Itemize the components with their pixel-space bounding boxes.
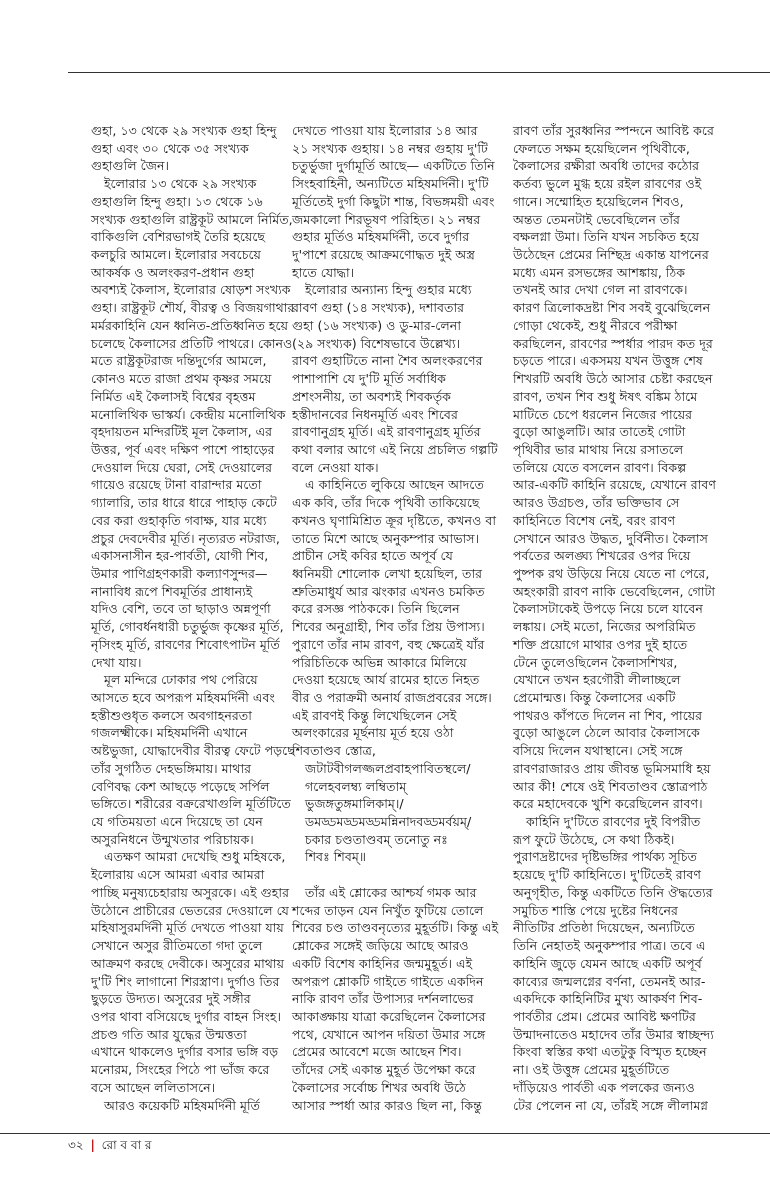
text-line: অষ্টভুজা, যোদ্ধাদেবীর বীরত্ব ফেটে পড়ছে	[91, 743, 295, 759]
text-line: অপরূপ শ্লোকটি গাইতে গাইতে একদিন	[292, 973, 484, 989]
article-column-1	[91, 122, 295, 1114]
text-line: গুহা। রাষ্ট্রকূট শৌর্য, বীরত্ব ও বিজয়গাথার	[91, 300, 295, 316]
text-line: পুরাণদ্রষ্টাদের দৃষ্টিভঙ্গির পার্থক্য সূচিত	[513, 849, 697, 865]
verse-line: চকার চণ্ডতাণ্ডবম্ তনোতু নঃ	[305, 831, 448, 847]
text-line: চড়তে পারে। একসময় যখন উত্তুঙ্গ শেষ	[513, 353, 703, 369]
article-column-2	[292, 122, 499, 1114]
text-line: কোনও মতে রাজা প্রথম কৃষ্ণর সময়ে	[91, 371, 272, 387]
text-line: তাঁর সুগঠিত দেহভঙ্গিমায়। মাথার	[91, 760, 252, 776]
text-line: বুড়ো আঙুলটি। আর তাতেই গোটা	[513, 424, 686, 440]
text-line: নীতিটির প্রতিষ্ঠা দিয়েছেন, অন্যটিতে	[513, 920, 695, 936]
text-line: দেওয়া হয়েছে আর্য রামের হাতে নিহত	[292, 672, 480, 688]
text-line: কখনও ঘৃণামিশ্রিত ক্রূর দৃষ্টিতে, কখনও বা	[292, 512, 496, 528]
text-line: ইলোরার অন্যান্য হিন্দু গুহার মধ্যে	[305, 282, 472, 298]
text-line: তলিয়ে যেতে বসলেন রাবণ। বিকল্প	[513, 459, 687, 475]
text-line: পাথরও কাঁপতে দিলেন না শিব, পায়ের	[513, 707, 703, 723]
text-line: এই রাবণই কিন্তু লিখেছিলেন সেই	[292, 707, 457, 723]
text-line: পরিচিতিকে অভিন্ন আকারে মিলিয়ে	[292, 654, 467, 670]
text-line: তাঁর এই শ্লোকের আশ্চর্য গমক আর	[305, 884, 477, 900]
text-line: বুড়ো আঙুলে ঠেলে আবার কৈলাসকে	[513, 725, 700, 741]
text-line: তাঁদের সেই একান্ত মুহূর্ত উপেক্ষা করে	[292, 1062, 476, 1078]
text-line: কাহিনিতে বিশেষ নেই, বরং রাবণ	[513, 512, 676, 528]
text-line: দু'টি শিং লাগানো শিরস্ত্রাণ। দুর্গাও তির	[91, 973, 280, 989]
text-line: ফেলতে সক্ষম হয়েছিলেন পৃথিবীকে,	[513, 140, 690, 156]
text-line: শ্লোকের সঙ্গেই জড়িয়ে আছে আরও	[292, 938, 469, 954]
text-line: মাটিতে চেপে ধরলেন নিজের পায়ের	[513, 406, 693, 422]
text-line: বলে নেওয়া যাক।	[292, 459, 379, 475]
text-line: করে রসজ্ঞ পাঠককে। তিনি ছিলেন	[292, 601, 460, 617]
page-footer	[68, 1137, 152, 1157]
text-line: গায়েও রয়েছে টানা বারান্দার মতো	[91, 477, 262, 493]
text-line: আকাঙ্ক্ষায় যাত্রা করেছিলেন কৈলাসের	[292, 1008, 486, 1024]
text-line: সেখানে আরও উদ্ধত, দুর্বিনীত। কৈলাস	[513, 530, 708, 546]
text-line: লঙ্কায়। সেই মতো, নিজের অপরিমিত	[513, 619, 696, 635]
verse-line: শিবঃ শিবম্॥	[305, 849, 366, 865]
text-line: মূর্তি, গোবর্ধনধারী চতুর্ভুজ কৃষ্ণের মূর্তি,	[91, 619, 284, 635]
text-line: নৃসিংহ মূর্তি, রাবণের শিবোৎপাটন মূর্তি	[91, 636, 280, 652]
text-line: রাবণরাজারও প্রায় জীবন্ত ভূমিসমাধি হয়	[513, 760, 711, 776]
text-line: যদিও বেশি, তবে তা ছাড়াও অন্নপূর্ণা	[91, 601, 271, 617]
text-line: মতে রাষ্ট্রকূটরাজ দন্তিদুর্গের আমলে,	[91, 353, 267, 369]
text-line: অহংকারী রাবণ নাকি ভেবেছিলেন, গোটা	[513, 583, 716, 599]
text-line: শিবের চণ্ড তাণ্ডবনৃত্যের মুহূর্তটি। কিন্তু এই	[292, 920, 499, 936]
text-line: দু'পাশে রয়েছে আক্রমণোদ্ধত দুই অস্ত্র	[292, 247, 475, 263]
text-line: করে মহাদেবকে খুশি করেছিলেন রাবণ।	[513, 796, 703, 812]
text-line: গুহা, ১৩ থেকে ২৯ সংখ্যক গুহা হিন্দু	[91, 123, 277, 138]
verse-line: ভুজঙ্গতুঙ্গমালিকাম্।/	[305, 796, 404, 812]
text-line: ইলোরার ১৩ থেকে ২৯ সংখ্যক	[104, 176, 257, 192]
page-number: ৩২	[68, 1138, 84, 1152]
text-line: চলেছে কৈলাসের প্রতিটি পাথরে। কোনও	[91, 335, 293, 351]
text-line: হাতে যোদ্ধা।	[292, 264, 355, 280]
text-line: টের পেলেন না যে, তাঁরই সঙ্গে লীলামগ্ন	[513, 1097, 708, 1113]
text-line: দেখা যায়।	[91, 654, 142, 670]
text-line: কৈলাসের সর্বোচ্চ শিখর অবধি উঠে	[292, 1079, 466, 1095]
text-line: তখনই আর দেখা গেল না রাবণকে।	[513, 282, 688, 298]
text-line: এতক্ষণ আমরা দেখেছি শুধু মহিষকে,	[104, 849, 286, 865]
text-line: পর্বতের অলঙ্ঘ্য শিখরের ওপর দিয়ে	[513, 548, 691, 564]
text-line: নির্মিত এই কৈলাসই বিশ্বের বৃহত্তম	[91, 388, 256, 404]
text-line: বৃহদায়তন মন্দিরটিই মূল কৈলাস, এর	[91, 424, 273, 440]
text-line: উত্তর, পূর্ব এবং দক্ষিণ পাশে পাহাড়ের	[91, 441, 275, 457]
text-line: হস্তীশুণ্ডধৃত কলসে অবগাহনরতা	[91, 707, 252, 723]
text-line: দাঁড়িয়েও পার্বতী এক পলকের জন্যও	[513, 1079, 695, 1095]
text-line: কৈলাসটাকেই উপড়ে নিয়ে চলে যাবেন	[513, 601, 703, 617]
text-line: (২৯ সংখ্যক) বিশেষভাবে উল্লেখ্য।	[292, 335, 461, 351]
text-line: দেখতে পাওয়া যায় ইলোরার ১৪ আর	[292, 123, 478, 138]
text-line: কৈলাসের রক্ষীরা অবধি তাদের কঠোর	[513, 158, 700, 174]
text-line: তাতে মিশে আছে অনুকম্পার আভাস।	[292, 530, 480, 546]
text-line: আসার স্পর্ধা আর কারও ছিল না, কিন্তু	[292, 1097, 482, 1113]
text-line: শিবের অনুগ্রাহী, শিব তাঁর প্রিয় উপাস্য।	[292, 619, 485, 635]
text-line: রাবণ গুহা (১৪ সংখ্যক), দশাবতার	[292, 300, 465, 316]
text-line: আক্রমণ করছে দেবীকে। অসুরের মাথায়	[91, 955, 284, 971]
text-line: আর-একটি কাহিনি রয়েছে, যেখানে রাবণ	[513, 477, 717, 493]
verse-line: জটাটবীগলজ্জলপ্রবাহপাবিতস্থলে/	[305, 760, 471, 776]
text-line: শিখরটি অবধি উঠে আসার চেষ্টা করছেন	[513, 371, 713, 387]
text-line: ২১ সংখ্যক গুহায়। ১৪ নম্বর গুহায় দু'টি	[292, 140, 488, 156]
text-line: পুরাণে তাঁর নাম রাবণ, বহু ক্ষেত্রেই যাঁর	[292, 636, 485, 652]
text-line: এক কবি, তাঁর দিকে পৃথিবী তাকিয়েছে	[292, 495, 480, 511]
text-line: অলংকারের মূর্ছনায় মূর্ত হয়ে ওঠা	[292, 725, 454, 741]
text-line: প্রেমোন্মত্ত। কিন্তু কৈলাসের একটি	[513, 690, 676, 705]
text-line: কথা বলার আগে এই নিয়ে প্রচলিত গল্পটি	[292, 441, 498, 457]
text-line: উমার পাণিগ্রহণকারী কল্যাণসুন্দর—	[91, 565, 268, 581]
text-line: প্রেমের আবেশে মজে আছেন শিব।	[292, 1044, 462, 1060]
text-line: বের করা গুহাকৃতি গবাক্ষ, যার মধ্যে	[91, 512, 267, 528]
text-line: এখানে থাকলেও দুর্গার বসার ভঙ্গি বড়	[91, 1044, 279, 1060]
text-line: পথে, যেখানে আপন দয়িতা উমার সঙ্গে	[292, 1026, 486, 1042]
text-line: কাহিনি জুড়ে যেমন আছে একটি অপূর্ব	[513, 955, 702, 971]
text-line: ধ্বনিময়ী শোলোক লেখা হয়েছিল, তার	[292, 565, 483, 581]
text-line: একদিকে কাহিনিটির মুখ্য আকর্ষণ শিব-	[513, 991, 703, 1007]
text-line: গজলক্ষ্মীকে। মহিষমর্দিনী এখানে	[91, 725, 248, 741]
text-line: গুহাগুলি জৈন।	[91, 158, 169, 174]
text-line: শিবতাণ্ডব স্তোত্র,	[292, 743, 376, 759]
footer-rule	[0, 1133, 770, 1134]
text-line: হয়েছে দু'টি কাহিনিতে। দু'টিতেই রাবণ	[513, 867, 701, 883]
text-line: কিংবা স্বস্তির কথা এতটুকু বিস্মৃত হচ্ছেন	[513, 1044, 707, 1060]
text-line: আর কী! শেষে ওই শিবতাণ্ডব স্তোত্রপাঠ	[513, 778, 708, 794]
text-line: গানে। সম্মোহিত হয়েছিলেন শিবও,	[513, 193, 684, 209]
text-line: না। ওই উত্তুঙ্গ প্রেমের মুহূর্তটিতে	[513, 1062, 670, 1078]
text-line: বীর ও পরাক্রমী অনার্য রাজপ্রবরের সঙ্গে।	[292, 690, 492, 705]
text-line: কাহিনি দু'টিতে রাবণের দুই বিপরীত	[526, 814, 701, 830]
text-line: ওপর থাবা বসিয়েছে দুর্গার বাহন সিংহ।	[91, 1008, 282, 1024]
text-line: আরও উগ্রচণ্ড, তাঁর ভক্তিভাব সে	[513, 495, 680, 511]
text-line: মহিষাসুরমর্দিনী মূর্তি দেখতে পাওয়া যায়	[91, 920, 284, 936]
text-line: জমকালো শিরভূষণ পরিহিত। ২১ নম্বর	[292, 211, 481, 227]
text-line: যে গতিময়তা এনে দিয়েছে তা যেন	[91, 814, 263, 830]
text-line: মূর্তিতেই দুর্গা কিছুটা শান্ত, বিভঙ্গময়ী এবং	[292, 193, 495, 209]
text-line: কারণ ত্রিলোকদ্রষ্টা শিব সবই বুঝেছিলেন	[513, 300, 711, 316]
text-line: ইলোরায় এসে আমরা এবার আমরা	[91, 867, 265, 883]
text-line: শব্দের তাড়ন যেন নিখুঁত ফুটিয়ে তোলে	[292, 902, 484, 918]
text-line: আকর্ষক ও অলংকরণ-প্রধান গুহা	[91, 264, 255, 280]
text-line: গুহা (১৬ সংখ্যক) ও ডু-মার-লেনা	[292, 317, 461, 333]
text-line: নাকি রাবণ তাঁর উপাস্যর দর্শনলাভের	[292, 991, 474, 1007]
text-line: উন্মাদনাতেও মহাদেব তাঁর উমার স্বাচ্ছন্দ্য	[513, 1026, 714, 1042]
text-line: মনোলিথিক ভাস্কর্য। কেন্দ্রীয় মনোলিথিক	[91, 406, 286, 422]
text-line: প্রচুর দেবদেবীর মূর্তি। নৃত্যরত নটরাজ,	[91, 530, 280, 546]
text-line: মূল মন্দিরে ঢোকার পথ পেরিয়ে	[104, 672, 258, 688]
article-column-3	[513, 122, 717, 1114]
text-line: সিংহবাহিনী, অন্যটিতে মহিষমর্দিনী। দু'টি	[292, 176, 489, 192]
text-line: গুহাগুলি হিন্দু গুহা। ১৩ থেকে ১৬	[91, 193, 263, 209]
text-line: গুহা এবং ৩০ থেকে ৩৫ সংখ্যক	[91, 140, 249, 156]
text-line: শক্তি প্রয়োগে মাথার ওপর দুই হাতে	[513, 636, 688, 652]
text-line: বাকিগুলি বেশিরভাগই তৈরি হয়েছে	[91, 229, 266, 245]
text-line: বসে আছেন ললিতাসনে।	[91, 1079, 216, 1095]
text-line: রাবণ গুহাটিতে নানা শৈব অলংকরণের	[292, 353, 483, 369]
text-line: অবশ্যই কৈলাস, ইলোরার ষোড়শ সংখ্যক	[91, 282, 291, 298]
text-line: শ্রুতিমাধুর্য আর ঝংকার এখনও চমকিত	[292, 583, 485, 599]
text-line: কাব্যের জন্মলগ্নের বর্ণনা, তেমনই আর-	[513, 973, 706, 989]
text-line: সংখ্যক গুহাগুলি রাষ্ট্রকূট আমলে নির্মিত,	[91, 211, 293, 227]
text-line: যেখানে তখন হরগৌরী লীলাচ্ছলে	[513, 672, 681, 688]
text-line: হস্তীদানবের নিধনমূর্তি এবং শিবের	[292, 406, 458, 422]
text-line: গোড়া থেকেই, শুধু নীরবে পরীক্ষা	[513, 317, 678, 333]
text-line: প্রশংসনীয়, তা অবশ্যই শিবকর্তৃক	[292, 388, 451, 404]
text-line: সমুচিত শাস্তি পেয়ে দুষ্টের নিধনের	[513, 902, 678, 918]
text-line: করছিলেন, রাবণের স্পর্ধার পারদ কত দূর	[513, 335, 713, 351]
text-line: সেখানে অসুর রীতিমতো গদা তুলে	[91, 938, 263, 954]
text-line: একটি বিশেষ কাহিনির জন্মমুহূর্ত। এই	[292, 955, 473, 971]
blank-line	[292, 866, 490, 884]
text-line: অনুগৃহীত, কিন্তু একটিতে তিনি ঔদ্ধত্যের	[513, 884, 713, 900]
text-line: কলচুরি আমলে। ইলোরার সবচেয়ে	[91, 247, 261, 263]
text-line: প্রচণ্ড গতি আর যুদ্ধের উন্মত্ততা	[91, 1026, 247, 1042]
text-line: পুষ্পক রথ উড়িয়ে নিয়ে যেতে না পেরে,	[513, 565, 710, 581]
text-line: চতুর্ভুজা দুর্গামূর্তি আছে— একটিতে তিনি	[292, 158, 495, 174]
text-line: গুহার মূর্তিও মহিষমর্দিনী, তবে দুর্গার	[292, 229, 470, 245]
text-line: আরও কয়েকটি মহিষমর্দিনী মূর্তি	[104, 1097, 260, 1113]
text-line: একাসনাসীন হর-পার্বতী, যোগী শিব,	[91, 548, 269, 564]
text-line: রাবণ, তখন শিব শুধু ঈষৎ বঙ্কিম ঠামে	[513, 388, 698, 404]
text-line: উঠেছেন প্রেমের নিশ্ছিদ্র একান্ত যাপনের	[513, 247, 709, 263]
text-line: পার্বতীর প্রেম। প্রেমের আবিষ্ট ক্ষণটির	[513, 1008, 696, 1024]
text-line: মর্মরকাহিনি যেন ধ্বনিত-প্রতিধ্বনিত হয়ে	[91, 317, 289, 333]
verse-line: গলেহবলম্ব্য লম্বিতাম্	[305, 778, 407, 794]
text-line: ভঙ্গিতে। শরীরের বক্ররেখাগুলি মূর্তিটিতে	[91, 796, 291, 812]
text-line: নানাবিধ রূপে শিবমূর্তির প্রাধান্যই	[91, 583, 253, 599]
text-line: কর্তব্য ভুলে মুগ্ধ হয়ে রইল রাবণের ওই	[513, 176, 702, 192]
text-line: আসতে হবে অপরূপ মহিষমর্দিনী এবং	[91, 690, 275, 705]
text-line: রাবণ তাঁর সুরধ্বনির স্পন্দনে আবিষ্ট করে	[513, 123, 714, 138]
text-line: উঠোনে প্রাচীরের ভেতরের দেওয়ালে যে	[91, 902, 289, 918]
text-line: রূপ ফুটে উঠেছে, সে কথা ঠিকই।	[513, 831, 675, 847]
text-line: মধ্যে এমন রসভঙ্গের আশঙ্কায়, ঠিক	[513, 264, 686, 280]
text-line: বেণিবদ্ধ কেশ আছড়ে পড়েছে সর্পিল	[91, 778, 270, 794]
text-line: বক্ষলগ্না উমা। তিনি যখন সচকিত হয়ে	[513, 229, 700, 245]
text-line: পাচ্ছি মনুষ্যচেহারায় অসুরকে। এই গুহার	[91, 884, 289, 900]
footer-separator: |	[90, 1138, 95, 1152]
text-line: গ্যালারি, তার ধারে ধারে পাহাড় কেটে	[91, 495, 277, 511]
text-line: পাশাপাশি যে দু'টি মূর্তি সর্বাধিক	[292, 371, 446, 387]
text-line: এ কাহিনিতে লুকিয়ে আছেন আদতে	[305, 477, 484, 493]
text-line: পৃথিবীর ভার মাথায় নিয়ে রসাতলে	[513, 441, 684, 457]
text-line: অন্তত তেমনটাই ভেবেছিলেন তাঁর	[513, 211, 680, 227]
text-line: ছুড়তে উদ্যত। অসুরের দুই সঙ্গীর	[91, 991, 251, 1007]
text-line: অসুরনিধনে উন্মুখতার পরিচায়ক।	[91, 831, 254, 847]
text-line: টেনে তুলেওছিলেন কৈলাসশিখর,	[513, 654, 678, 670]
header-rule	[68, 72, 770, 73]
text-line: প্রাচীন সেই কবির হাতে অপূর্ব যে	[292, 548, 453, 564]
text-line: রাবণানুগ্রহ মূর্তি। এই রাবণানুগ্রহ মূর্তির	[292, 424, 481, 440]
text-line: তিনি নেহাতই অনুকম্পার পাত্র। তবে এ	[513, 938, 706, 954]
magazine-name: রো ব বা র	[101, 1138, 152, 1152]
text-line: মনোরম, সিংহের পিঠে পা ভাঁজ করে	[91, 1062, 270, 1078]
verse-line: ডমড্ডমড্ডমড্ডমন্নিনাদবড্ডমর্বয়ম্/	[305, 814, 472, 830]
text-line: দেওয়াল দিয়ে ঘেরা, সেই দেওয়ালের	[91, 459, 273, 475]
text-line: বসিয়ে দিলেন যথাস্থানে। সেই সঙ্গে	[513, 743, 683, 759]
